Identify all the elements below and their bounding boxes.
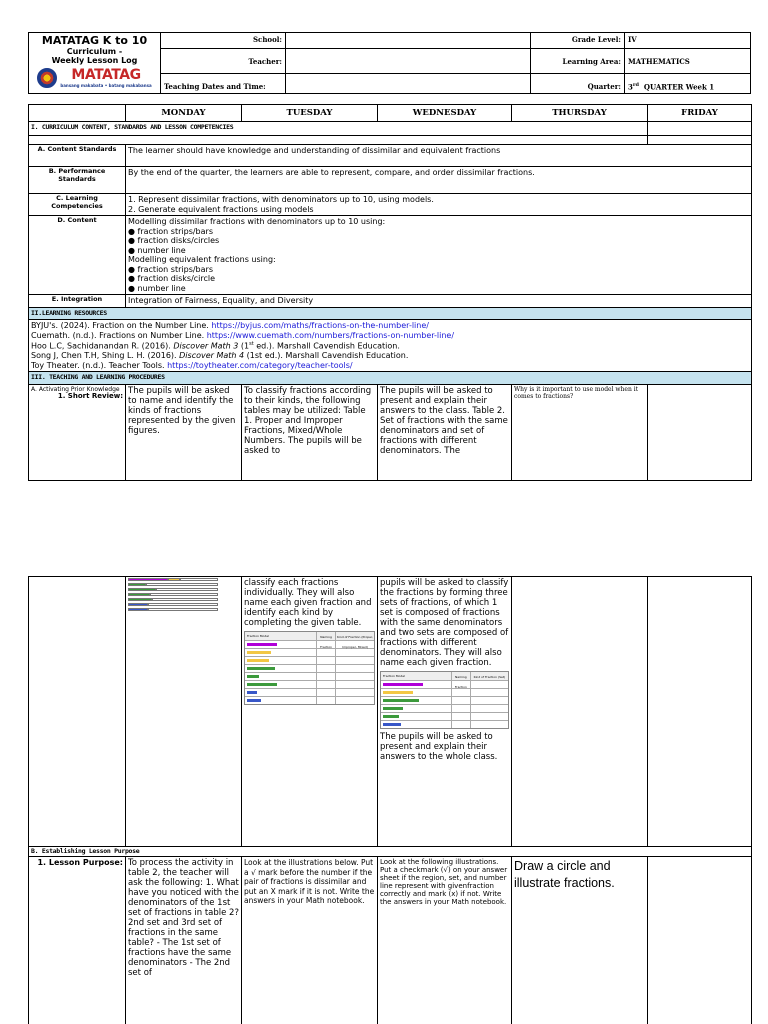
day-monday: MONDAY [126, 105, 242, 122]
empty-cell [648, 122, 752, 136]
spacer-row [29, 136, 648, 145]
competency-2: 2. Generate equivalent fractions using models [128, 204, 314, 214]
resource-item [31, 361, 749, 371]
activating-label-cell [29, 384, 126, 480]
table-header: Naming Fraction [316, 632, 335, 640]
day-tuesday: TUESDAY [242, 105, 378, 122]
empty-cell [648, 136, 752, 145]
edition-suffix: st [249, 341, 254, 347]
content-standards-text: The learner should have knowledge and understanding of dissimilar and equivalent fractions [126, 145, 752, 167]
resource-text: Toy Theater. (n.d.). Teacher Tools. [31, 360, 168, 370]
resource-text: Hoo L.C, Sachidanandan R. (2016). [31, 341, 174, 351]
brand-subtitle-2: Weekly Lesson Log [51, 56, 138, 65]
brand-title: MATATAG K to 10 [41, 34, 148, 47]
content-label: D. Content [29, 216, 126, 295]
grade-level-value: IV [625, 33, 751, 49]
resource-text: Song J, Chen T.H, Shing L. H. (2016). [31, 351, 180, 361]
lesson-table-continued [28, 576, 752, 1024]
integration-label: E. Integration [29, 295, 126, 308]
day-wednesday: WEDNESDAY [378, 105, 512, 122]
deped-seal-icon [37, 68, 57, 88]
day-friday: FRIDAY [648, 105, 752, 122]
brand-subtitle-1: Curriculum - [66, 47, 123, 56]
days-header-row [29, 105, 752, 122]
grade-level-label: Grade Level: [531, 33, 625, 49]
book-title: Discover Math 4 [179, 351, 245, 361]
book-title: Discover Math 3 [173, 341, 239, 351]
activating-wednesday: The pupils will be asked to present and explain their answers to the class. Table 2. Set of fractions with the same denominators and set of fractions with different denominators. The [378, 384, 512, 480]
learning-area-label: Learning Area: [531, 49, 625, 74]
table-header: Kind of Fraction (Set) [470, 672, 508, 680]
resource-item [31, 340, 749, 351]
resource-text: Cuemath. (n.d.). Fractions on Number Line. [31, 330, 207, 340]
logo-word: MATATAG [71, 67, 141, 83]
table-header: Fraction Model [383, 674, 405, 678]
performance-standards-text: By the end of the quarter, the learners are able to represent, compare, and order dissimilar fractions. [126, 167, 752, 194]
school-field[interactable] [286, 33, 531, 49]
quarter-number: 3 [628, 82, 633, 91]
resource-text: ed.). Marshall Cavendish Education. [253, 341, 400, 351]
content-standards-label: A. Content Standards [29, 145, 126, 167]
wednesday-end-text: The pupils will be asked to present and explain their answers to the whole class. [380, 732, 498, 762]
resource-link[interactable]: https://byjus.com/maths/fractions-on-the-number-line/ [211, 321, 429, 330]
resource-text: (1 [238, 341, 250, 351]
content-line: Modelling equivalent fractions using: [128, 255, 276, 264]
purpose-friday [648, 857, 752, 1024]
fraction-table-2 [380, 671, 509, 729]
section-curriculum: I. CURRICULUM CONTENT, STANDARDS AND LESSON COMPETENCIES [29, 122, 648, 136]
brand-cell [29, 33, 161, 94]
continued-wednesday [378, 577, 512, 847]
content-line: Modelling dissimilar fractions with denominators up to 10 using: [128, 217, 386, 226]
content-line: ● number line [128, 283, 186, 293]
resource-text: BYJU's. (2024). Fraction on the Number Line. [31, 321, 212, 330]
resource-text: (1st ed.). Marshall Cavendish Education. [244, 351, 409, 361]
corner-cell [29, 105, 126, 122]
purpose-thursday: Draw a circle and illustrate fractions. [512, 857, 648, 1024]
teaching-dates-field[interactable] [286, 74, 531, 94]
content-text [126, 216, 752, 295]
lesson-purpose-label: 1. Lesson Purpose: [29, 857, 126, 1024]
quarter-suffix: rd [632, 81, 640, 88]
table-header: Naming Fraction [451, 672, 470, 680]
teacher-field[interactable] [286, 49, 531, 74]
resources-list [29, 320, 752, 372]
activating-tuesday: To classify fractions according to their kinds, the following tables may be utilized: Table 1. Proper and Improper Fractions, Mixed/Whole Numbers. The pupils will be asked to [242, 384, 378, 480]
competencies-label: C. Learning Competencies [29, 194, 126, 216]
quarter-week: QUARTER Week 1 [643, 82, 715, 91]
content-line: ● fraction strips/bars [128, 226, 213, 236]
continued-monday [126, 577, 242, 847]
continued-label-cell [29, 577, 126, 847]
performance-standards-label: B. Performance Standards [29, 167, 126, 194]
content-line: ● fraction disks/circles [128, 236, 220, 245]
activating-monday: The pupils will be asked to name and identify the kinds of fractions represented by the given figures. [126, 384, 242, 480]
quarter-label: Quarter: [531, 74, 625, 94]
tuesday-continued-text: classify each fractions individually. They will also name each given fraction and identify each kind by completing the given table. [244, 578, 372, 628]
teaching-dates-label: Teaching Dates and Time: [161, 74, 286, 94]
resource-link[interactable]: https://www.cuemath.com/numbers/fractions-on-number-line/ [206, 330, 455, 340]
school-label: School: [161, 33, 286, 49]
continued-thursday [512, 577, 648, 847]
table-header: Kind of Fraction (Proper, Improper, Mixed) [335, 632, 374, 640]
learning-area-value: MATHEMATICS [625, 49, 751, 74]
header-table [28, 32, 751, 94]
table-header: Fraction Model [247, 634, 269, 638]
fraction-table-1 [244, 631, 375, 705]
purpose-wednesday: Look at the following illustrations. Put a checkmark (√) on your answer sheet if the region, set, and number line represent with givenfraction correctly and mark (x) if not. Write the answers in your Math notebook. [378, 857, 512, 1024]
fraction-strips-figure [128, 578, 218, 611]
wednesday-continued-text: pupils will be asked to classify the fractions by forming three sets of fractions, of which 1 set is composed of fractions with the same denominators and two sets are composed of fractions with different denominators. They will also name each given fraction. [380, 578, 509, 668]
section-procedures: III. TEACHING AND LEARNING PROCEDURES [29, 372, 752, 385]
lesson-table [28, 104, 752, 481]
logo-tagline: bansang makabata • batang makabansa [60, 83, 152, 88]
competencies-text [126, 194, 752, 216]
integration-text: Integration of Fairness, Equality, and Diversity [126, 295, 752, 308]
teacher-label: Teacher: [161, 49, 286, 74]
content-line: ● number line [128, 245, 186, 255]
resource-link[interactable]: https://toytheater.com/category/teacher-tools/ [167, 360, 353, 370]
competency-1: 1. Represent dissimilar fractions, with denominators up to 10, using models. [128, 195, 434, 204]
resource-item [31, 351, 749, 361]
section-establishing-purpose: B. Establishing Lesson Purpose [29, 847, 752, 857]
quarter-value [625, 74, 751, 94]
content-line: ● fraction disks/circle [128, 274, 216, 283]
day-thursday: THURSDAY [512, 105, 648, 122]
matatag-logo [32, 67, 157, 88]
activating-label: A. Activating Prior Knowledge [31, 385, 120, 393]
continued-friday [648, 577, 752, 847]
continued-tuesday [242, 577, 378, 847]
purpose-tuesday: Look at the illustrations below. Put a √ mark before the number if the pair of fractions is dissimilar and put an X mark if it is not. Write the answers in your Math notebook. [242, 857, 378, 1024]
section-learning-resources: II.LEARNING RESOURCES [29, 307, 752, 320]
activating-friday [648, 384, 752, 480]
activating-thursday: Why is it important to use model when it comes to fractions? [512, 384, 648, 480]
content-line: ● fraction strips/bars [128, 264, 213, 274]
short-review-label: 1. Short Review: [57, 391, 123, 400]
resource-item [31, 321, 749, 331]
purpose-monday: To process the activity in table 2, the teacher will ask the following: 1. What have you noticed with the denominators of the 1st set of fractions in table 2? 2nd set and 3rd set of fractions in the same table? - The 1st set of fractions have the same denominators - The 2nd set of [126, 857, 242, 1024]
resource-item [31, 331, 749, 341]
